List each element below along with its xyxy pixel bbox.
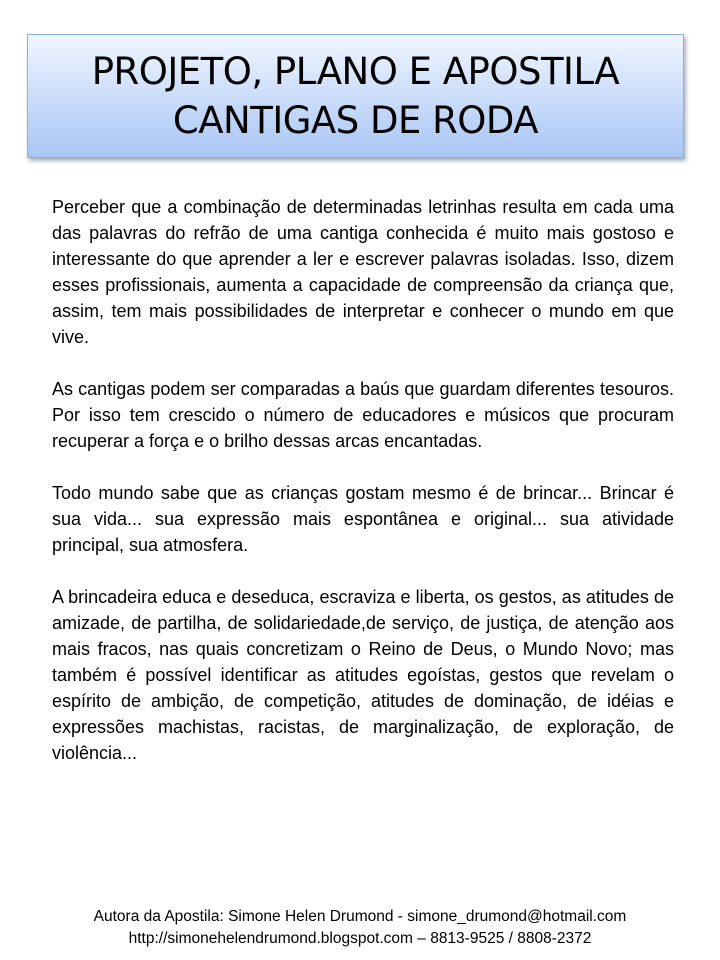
footer-credits: [0, 906, 720, 950]
paragraph-4: A brincadeira educa e deseduca, escraviza e liberta, os gestos, as atitudes de amizade, de partilha, de solidariedade,de serviço, de justiça, de atenção aos mais fracos, nas quais concretizam o Reino de Deus, o Mundo Novo; mas também é possível identificar as atitudes egoístas, gestos que revelam o espírito de ambição, de competição, atitudes de dominação, de idéias e expressões machistas, racistas, de marginalização, de exploração, de violência...: [52, 587, 674, 763]
paragraph-2: As cantigas podem ser comparadas a baús que guardam diferentes tesouros. Por isso tem crescido o número de educadores e músicos que procuram recuperar a força e o brilho dessas arcas encantadas.: [52, 379, 674, 451]
paragraph-1: Perceber que a combinação de determinadas letrinhas resulta em cada uma das palavras do refrão de uma cantiga conhecida é muito mais gostoso e interessante do que aprender a ler e escrever palavras isoladas. Isso, dizem esses profissionais, aumenta a capacidade de compreensão da criança que, assim, tem mais possibilidades de interpretar e conhecer o mundo em que vive.: [52, 197, 674, 347]
footer-contact: http://simonehelendrumond.blogspot.com – 8813-9525 / 8808-2372: [128, 930, 592, 947]
footer-author: Autora da Apostila: Simone Helen Drumond - simone_drumond@hotmail.com: [93, 908, 627, 925]
page-title-line-1: PROJETO, PLANO E APOSTILA: [91, 50, 620, 93]
title-banner: [27, 34, 684, 158]
page-title-line-2: CANTIGAS DE RODA: [172, 99, 539, 142]
paragraph-3: Todo mundo sabe que as crianças gostam mesmo é de brincar... Brincar é sua vida... sua expressão mais espontânea e original... sua atividade principal, sua atmosfera.: [52, 483, 674, 555]
body-text: [52, 194, 674, 766]
